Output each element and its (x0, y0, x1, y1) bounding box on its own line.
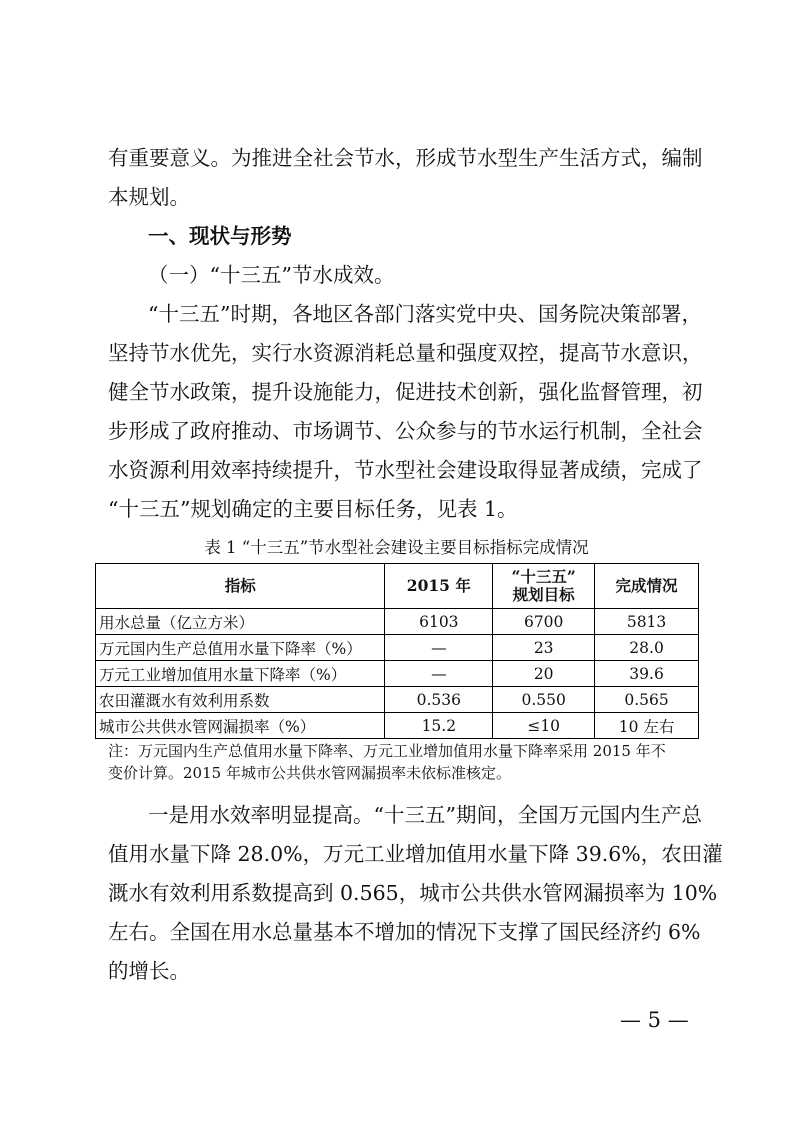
header-plan-line1: “十三五” (511, 567, 576, 586)
header-plan-line2: 规划目标 (512, 585, 575, 604)
cell-2015: 6103 (385, 609, 493, 635)
body-line: 健全节水政策，提升设施能力，促进技术创新，强化监督管理，初 (108, 380, 703, 404)
cell-plan: ≤10 (493, 713, 595, 739)
cell-plan: 20 (493, 661, 595, 687)
cell-done: 10 左右 (595, 713, 699, 739)
header-completion: 完成情况 (595, 564, 699, 609)
body-line: 本规划。 (108, 185, 190, 209)
table-row (96, 635, 699, 661)
header-plan-target (493, 564, 595, 609)
body-line: 一是用水效率明显提高。“十三五”期间，全国万元国内生产总 (148, 803, 702, 827)
body-line: 坚持节水优先，实行水资源消耗总量和强度双控，提高节水意识， (108, 341, 703, 365)
header-indicator: 指标 (96, 564, 385, 609)
table-caption: 表 1 “十三五”节水型社会建设主要目标指标完成情况 (204, 538, 589, 557)
body-line: 的增长。 (108, 959, 190, 983)
page-number: — 5 — (620, 1008, 689, 1032)
body-line: 水资源利用效率持续提升，节水型社会建设取得显著成绩，完成了 (108, 458, 703, 482)
table-row (96, 661, 699, 687)
cell-done: 28.0 (595, 635, 699, 661)
subsection-heading: （一）“十三五”节水成效。 (148, 263, 395, 287)
cell-2015: — (385, 661, 493, 687)
cell-plan: 0.550 (493, 687, 595, 713)
cell-indicator: 万元工业增加值用水量下降率（%） (96, 661, 385, 687)
cell-2015: 0.536 (385, 687, 493, 713)
body-line: “十三五”时期，各地区各部门落实党中央、国务院决策部署， (148, 302, 702, 326)
cell-indicator: 用水总量（亿立方米） (96, 609, 385, 635)
body-line: 溉水有效利用系数提高到 0.565，城市公共供水管网漏损率为 10% (108, 881, 718, 905)
table-note: 注：万元国内生产总值用水量下降率、万元工业增加值用水量下降率采用 2015 年不 (108, 742, 666, 760)
table-row (96, 609, 699, 635)
targets-table (95, 563, 699, 739)
cell-plan: 23 (493, 635, 595, 661)
cell-indicator: 万元国内生产总值用水量下降率（%） (96, 635, 385, 661)
cell-done: 5813 (595, 609, 699, 635)
body-line: 步形成了政府推动、市场调节、公众参与的节水运行机制，全社会 (108, 419, 703, 443)
body-line: “十三五”规划确定的主要目标任务，见表 1。 (108, 497, 518, 521)
body-line: 左右。全国在用水总量基本不增加的情况下支撑了国民经济约 6% (108, 920, 701, 944)
cell-2015: 15.2 (385, 713, 493, 739)
body-line: 值用水量下降 28.0%，万元工业增加值用水量下降 39.6%，农田灌 (108, 842, 723, 866)
header-2015: 2015 年 (385, 564, 493, 609)
table-row (96, 687, 699, 713)
cell-indicator: 农田灌溉水有效利用系数 (96, 687, 385, 713)
table-note: 变价计算。2015 年城市公共供水管网漏损率未依标准核定。 (108, 764, 511, 782)
cell-done: 0.565 (595, 687, 699, 713)
section-heading: 一、现状与形势 (148, 224, 292, 248)
cell-2015: — (385, 635, 493, 661)
cell-indicator: 城市公共供水管网漏损率（%） (96, 713, 385, 739)
body-line: 有重要意义。为推进全社会节水，形成节水型生产生活方式，编制 (108, 146, 703, 170)
cell-plan: 6700 (493, 609, 595, 635)
cell-done: 39.6 (595, 661, 699, 687)
table-row (96, 713, 699, 739)
table-header-row (96, 564, 699, 609)
